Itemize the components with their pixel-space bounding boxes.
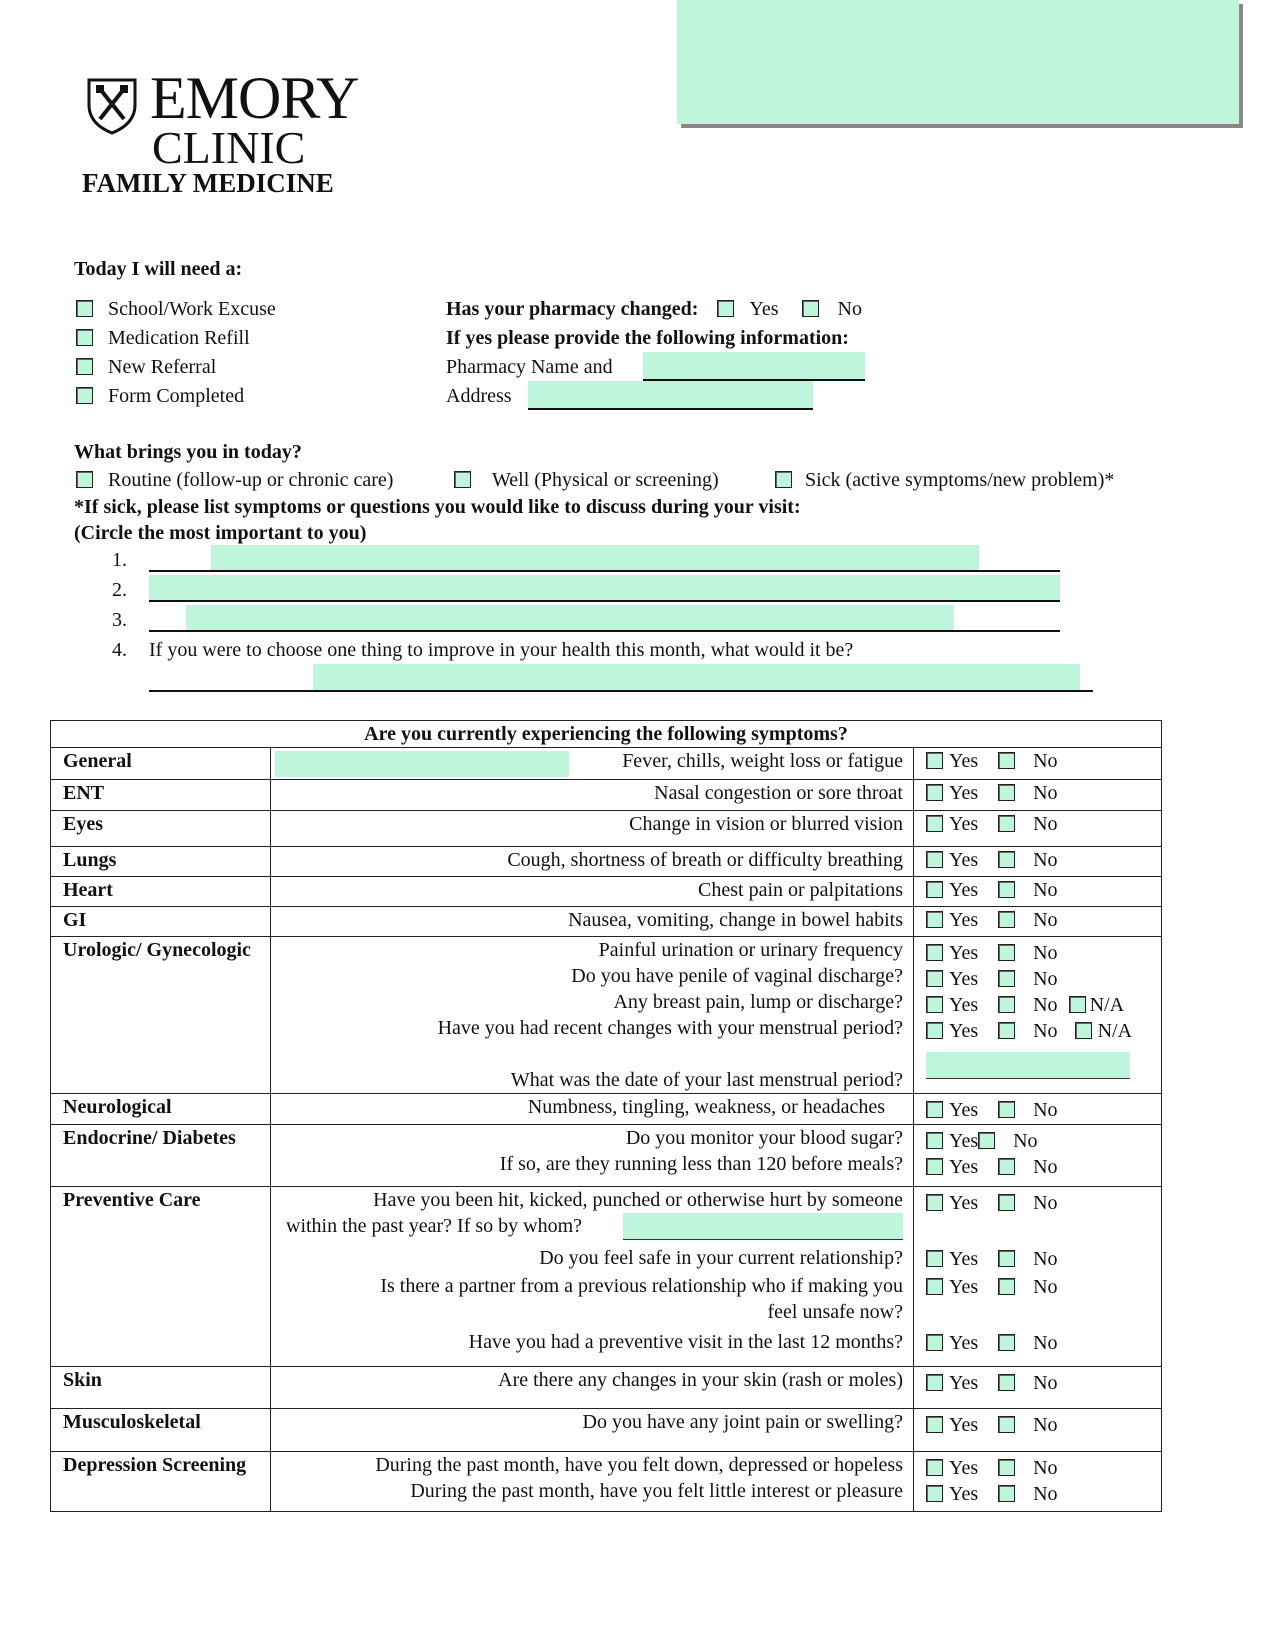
no-label: No (1033, 1414, 1058, 1436)
need-option-label: New Referral (108, 356, 217, 378)
no-label: No (1033, 782, 1058, 804)
no-label: No (1033, 1372, 1058, 1394)
yes-no-choice (926, 1246, 1161, 1272)
answer-cell (914, 1367, 1162, 1409)
answer-cell (914, 937, 1162, 1094)
question-text: Do you have any joint pain or swelling? (582, 1411, 903, 1433)
question-text: Do you feel safe in your current relationship? (539, 1247, 903, 1269)
no-label: No (1033, 1248, 1058, 1270)
answer-cell (914, 1094, 1162, 1125)
pharmacy-question-row (446, 298, 862, 321)
question-cell (271, 1094, 914, 1125)
question-text: Are there any changes in your skin (rash or moles) (498, 1369, 903, 1391)
yes-no-choice (926, 1274, 1161, 1300)
yes-no-choice (926, 966, 1161, 992)
yes-label: Yes (949, 1276, 979, 1298)
visit-option-sick[interactable] (775, 469, 1114, 492)
pharmacy-address-input[interactable] (528, 381, 813, 410)
pharmacy-yes-label: Yes (749, 298, 779, 320)
visit-option-label: Sick (active symptoms/new problem)* (805, 469, 1115, 491)
question-cell (271, 937, 914, 1094)
menstrual-date-input[interactable] (926, 1052, 1130, 1079)
yes-checkbox[interactable] (926, 996, 943, 1013)
yes-checkbox[interactable] (926, 752, 943, 769)
question-text: Numbness, tingling, weakness, or headaches (527, 1096, 885, 1118)
question-cell (271, 1187, 914, 1367)
question-text: Painful urination or urinary frequency (598, 939, 903, 961)
visit-title: What brings you in today? (74, 441, 302, 463)
no-checkbox[interactable] (998, 851, 1015, 868)
answer-cell (914, 1452, 1162, 1512)
hurt-by-whom-input[interactable] (623, 1213, 903, 1240)
question-text: During the past month, have you felt little interest or pleasure (410, 1480, 903, 1502)
logo-clinic-text: CLINIC (152, 122, 306, 173)
question-cell (271, 877, 914, 907)
yes-checkbox[interactable] (926, 1101, 943, 1118)
yes-checkbox[interactable] (926, 1278, 943, 1295)
no-label: No (1033, 909, 1058, 931)
table-row (51, 1125, 1162, 1187)
category-label: ENT (51, 780, 271, 811)
table-row (51, 748, 1162, 780)
yes-no-choice (926, 780, 1161, 806)
pharmacy-address-label: Address (446, 385, 512, 407)
question-cell (271, 1409, 914, 1452)
yes-label: Yes (949, 1192, 979, 1214)
visit-sick-checkbox[interactable] (775, 471, 792, 488)
yes-checkbox[interactable] (926, 1194, 943, 1211)
question-text: Have you had a preventive visit in the last 12 months? (468, 1331, 903, 1353)
department-title: FAMILY MEDICINE (82, 168, 334, 198)
table-title: Are you currently experiencing the following symptoms? (51, 721, 1162, 748)
table-row (51, 1452, 1162, 1512)
visit-option-routine[interactable] (76, 469, 393, 492)
table-row (51, 811, 1162, 847)
patient-label-field[interactable] (677, 0, 1239, 124)
pharmacy-no-label: No (837, 298, 862, 320)
category-label: Neurological (51, 1094, 271, 1125)
yes-label: Yes (949, 1457, 979, 1479)
table-row (51, 907, 1162, 937)
table-row (51, 1409, 1162, 1452)
visit-routine-checkbox[interactable] (76, 471, 93, 488)
no-checkbox[interactable] (998, 1158, 1015, 1175)
table-row (51, 1367, 1162, 1409)
symptom-table (50, 720, 1162, 1512)
no-checkbox[interactable] (998, 1485, 1015, 1502)
question-text: Do you monitor your blood sugar? (625, 1127, 903, 1149)
no-label: No (1033, 1192, 1058, 1214)
yes-checkbox[interactable] (926, 881, 943, 898)
yes-label: Yes (949, 879, 979, 901)
question-cell (271, 907, 914, 937)
symptom-input-2[interactable] (149, 575, 1060, 602)
category-label: Lungs (51, 847, 271, 877)
no-label: No (1033, 879, 1058, 901)
improve-question: If you were to choose one thing to improve in your health this month, what would it be? (149, 639, 854, 661)
answer-cell (914, 847, 1162, 877)
question-text: Have you been hit, kicked, punched or otherwise hurt by someone (373, 1189, 903, 1211)
yes-label: Yes (949, 909, 979, 931)
yes-label: Yes (949, 782, 979, 804)
yes-label: Yes (949, 968, 979, 990)
category-label: Musculoskeletal (51, 1409, 271, 1452)
pharmacy-no-checkbox[interactable] (802, 300, 819, 317)
no-checkbox[interactable] (998, 1459, 1015, 1476)
no-label: No (1033, 994, 1058, 1016)
yes-checkbox[interactable] (926, 851, 943, 868)
yes-checkbox[interactable] (926, 1459, 943, 1476)
yes-no-na-choice (926, 992, 1161, 1018)
question-text: Fever, chills, weight loss or fatigue (622, 750, 903, 772)
yes-checkbox[interactable] (926, 1158, 943, 1175)
yes-label: Yes (949, 813, 979, 835)
yes-label: Yes (949, 1372, 979, 1394)
pharmacy-instruction: If yes please provide the following information: (446, 327, 849, 349)
answer-cell (914, 1409, 1162, 1452)
yes-no-choice (926, 1097, 1161, 1123)
question-text: feel unsafe now? (767, 1301, 903, 1323)
yes-label: Yes (949, 1483, 979, 1505)
yes-no-choice (926, 1455, 1161, 1481)
item-number: 3. (112, 609, 127, 631)
answer-cell (914, 877, 1162, 907)
visit-option-well[interactable] (454, 469, 719, 492)
need-option-label: School/Work Excuse (108, 298, 276, 320)
table-row (51, 1187, 1162, 1367)
yes-checkbox[interactable] (926, 1132, 943, 1149)
question-text: Change in vision or blurred vision (629, 813, 903, 835)
no-label: No (1033, 1483, 1058, 1505)
no-checkbox[interactable] (998, 1278, 1015, 1295)
yes-no-choice (926, 847, 1161, 873)
no-label: No (1013, 1130, 1038, 1152)
category-label: Heart (51, 877, 271, 907)
question-text: within the past year? If so by whom? (286, 1215, 583, 1237)
need-option-label: Medication Refill (108, 327, 250, 349)
no-checkbox[interactable] (998, 911, 1015, 928)
yes-checkbox[interactable] (926, 1374, 943, 1391)
need-option-label: Form Completed (108, 385, 245, 407)
answer-cell (914, 1125, 1162, 1187)
yes-label: Yes (949, 849, 979, 871)
pharmacy-yes-checkbox[interactable] (717, 300, 734, 317)
no-checkbox[interactable] (978, 1132, 995, 1149)
no-checkbox[interactable] (998, 1194, 1015, 1211)
question-cell (271, 1452, 914, 1512)
no-label: No (1033, 1332, 1058, 1354)
yes-label: Yes (949, 1332, 979, 1354)
no-checkbox[interactable] (998, 1416, 1015, 1433)
pharmacy-name-label: Pharmacy Name and (446, 356, 613, 378)
na-checkbox[interactable] (1075, 1022, 1092, 1039)
yes-no-choice (926, 1190, 1161, 1216)
question-text: Any breast pain, lump or discharge? (613, 991, 903, 1013)
no-checkbox[interactable] (998, 1334, 1015, 1351)
question-cell (271, 780, 914, 811)
yes-label: Yes (949, 1099, 979, 1121)
question-text: If so, are they running less than 120 before meals? (499, 1153, 903, 1175)
yes-checkbox[interactable] (926, 1250, 943, 1267)
no-checkbox[interactable] (998, 1022, 1015, 1039)
category-label: Urologic/ Gynecologic (51, 937, 271, 1094)
yes-no-choice (926, 1370, 1161, 1396)
yes-no-choice (926, 1154, 1161, 1180)
category-label: Eyes (51, 811, 271, 847)
question-text: Nasal congestion or sore throat (654, 782, 903, 804)
pharmacy-name-input[interactable] (643, 352, 865, 381)
no-checkbox[interactable] (998, 944, 1015, 961)
need-option-refill[interactable] (76, 327, 250, 350)
table-row (51, 937, 1162, 1094)
answer-cell (914, 780, 1162, 811)
no-checkbox[interactable] (998, 1374, 1015, 1391)
need-referral-checkbox[interactable] (76, 358, 93, 375)
question-line (271, 1213, 903, 1239)
yes-label: Yes (949, 1020, 979, 1042)
category-label: Depression Screening (51, 1452, 271, 1512)
symptom-input-3[interactable] (186, 605, 954, 630)
symptom-input-1[interactable] (211, 545, 979, 570)
general-notes-input[interactable] (275, 751, 569, 777)
need-option-referral[interactable] (76, 356, 216, 379)
yes-label: Yes (949, 942, 979, 964)
need-excuse-checkbox[interactable] (76, 300, 93, 317)
visit-well-checkbox[interactable] (454, 471, 471, 488)
yes-no-choice (926, 1330, 1161, 1356)
yes-checkbox[interactable] (926, 970, 943, 987)
yes-no-choice (926, 877, 1161, 903)
answer-cell (914, 748, 1162, 780)
category-label: Skin (51, 1367, 271, 1409)
yes-no-choice (926, 1412, 1161, 1438)
no-label: No (1033, 1457, 1058, 1479)
question-cell (271, 1367, 914, 1409)
question-cell (271, 847, 914, 877)
table-header-row (51, 721, 1162, 748)
category-label: Preventive Care (51, 1187, 271, 1367)
category-label: GI (51, 907, 271, 937)
no-label: No (1033, 1099, 1058, 1121)
na-checkbox[interactable] (1069, 996, 1086, 1013)
item-number: 2. (112, 579, 127, 601)
no-checkbox[interactable] (998, 752, 1015, 769)
yes-label: Yes (949, 1130, 979, 1152)
sick-note: *If sick, please list symptoms or questions you would like to discuss during your visit: (74, 496, 801, 518)
pharmacy-question: Has your pharmacy changed: (446, 298, 699, 320)
yes-checkbox[interactable] (926, 1416, 943, 1433)
table-row (51, 1094, 1162, 1125)
no-checkbox[interactable] (998, 1250, 1015, 1267)
yes-no-choice (926, 940, 1161, 966)
yes-checkbox[interactable] (926, 1485, 943, 1502)
item-number: 1. (112, 549, 127, 571)
visit-option-label: Routine (follow-up or chronic care) (108, 469, 394, 491)
yes-checkbox[interactable] (926, 911, 943, 928)
improve-input[interactable] (313, 664, 1080, 690)
no-label: No (1033, 968, 1058, 990)
yes-label: Yes (949, 1156, 979, 1178)
table-row (51, 877, 1162, 907)
question-text: Do you have penile of vaginal discharge? (571, 965, 903, 987)
visit-option-label: Well (Physical or screening) (492, 469, 719, 491)
no-checkbox[interactable] (998, 881, 1015, 898)
question-text: Chest pain or palpitations (698, 879, 903, 901)
no-label: No (1033, 813, 1058, 835)
no-label: No (1033, 942, 1058, 964)
table-row (51, 780, 1162, 811)
yes-no-na-choice (926, 1018, 1161, 1044)
yes-no-choice (926, 907, 1161, 933)
question-text: During the past month, have you felt down, depressed or hopeless (375, 1454, 903, 1476)
needs-title: Today I will need a: (74, 258, 243, 280)
yes-no-choice (926, 811, 1161, 837)
question-text: Have you had recent changes with your menstrual period? (437, 1017, 903, 1039)
no-checkbox[interactable] (998, 996, 1015, 1013)
yes-no-choice (926, 748, 1161, 774)
item-number: 4. (112, 639, 127, 661)
yes-checkbox[interactable] (926, 1022, 943, 1039)
no-label: No (1033, 1020, 1058, 1042)
yes-no-choice (926, 1481, 1161, 1507)
yes-label: Yes (949, 750, 979, 772)
shield-logo-icon (86, 77, 138, 135)
no-checkbox[interactable] (998, 815, 1015, 832)
question-cell (271, 1125, 914, 1187)
yes-checkbox[interactable] (926, 815, 943, 832)
answer-cell (914, 907, 1162, 937)
answer-cell (914, 1187, 1162, 1367)
question-text: Nausea, vomiting, change in bowel habits (568, 909, 903, 931)
yes-checkbox[interactable] (926, 1334, 943, 1351)
no-checkbox[interactable] (998, 784, 1015, 801)
yes-label: Yes (949, 994, 979, 1016)
no-label: No (1033, 849, 1058, 871)
yes-checkbox[interactable] (926, 944, 943, 961)
no-label: No (1033, 1276, 1058, 1298)
no-label: No (1033, 750, 1058, 772)
no-label: No (1033, 1156, 1058, 1178)
question-text: What was the date of your last menstrual period? (510, 1069, 903, 1091)
circle-note: (Circle the most important to you) (74, 522, 367, 544)
na-label: N/A (1097, 1020, 1133, 1042)
yes-label: Yes (949, 1248, 979, 1270)
no-checkbox[interactable] (998, 970, 1015, 987)
category-label: General (51, 748, 271, 780)
no-checkbox[interactable] (998, 1101, 1015, 1118)
need-option-form[interactable] (76, 385, 244, 408)
need-refill-checkbox[interactable] (76, 329, 93, 346)
category-label: Endocrine/ Diabetes (51, 1125, 271, 1187)
question-cell (271, 811, 914, 847)
na-label: N/A (1089, 994, 1125, 1016)
yes-checkbox[interactable] (926, 784, 943, 801)
need-option-excuse[interactable] (76, 298, 276, 321)
need-form-checkbox[interactable] (76, 387, 93, 404)
yes-no-choice (926, 1128, 1161, 1154)
answer-cell (914, 811, 1162, 847)
question-text: Cough, shortness of breath or difficulty breathing (507, 849, 903, 871)
question-cell (271, 748, 914, 780)
yes-label: Yes (949, 1414, 979, 1436)
table-row (51, 847, 1162, 877)
question-text: Is there a partner from a previous relationship who if making you (380, 1275, 903, 1297)
logo-emory-text: EMORY (150, 65, 359, 131)
